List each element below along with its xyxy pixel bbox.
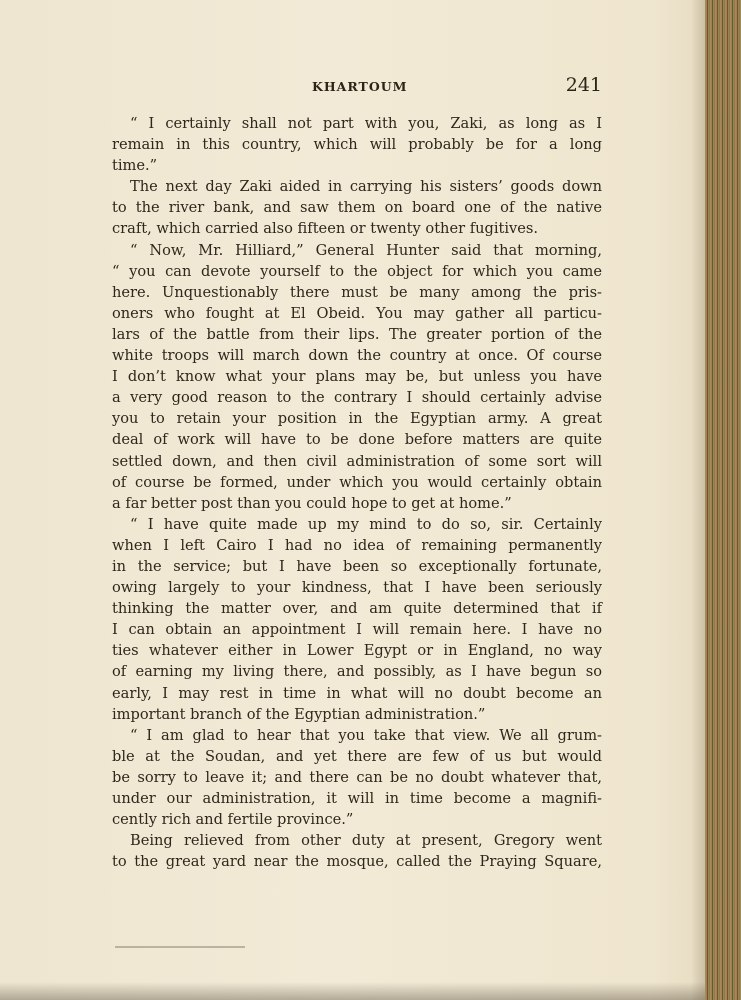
text-line: oners who fought at El Obeid. You may gather all particu- — [112, 304, 602, 322]
page-header — [112, 74, 602, 98]
page-number: 241 — [565, 74, 602, 96]
gutter-shadow — [691, 0, 705, 1000]
text-line: be sorry to leave it; and there can be no doubt whatever that, — [112, 768, 602, 786]
text-line: “ you can devote yourself to the object for which you came — [112, 262, 602, 280]
text-line: ble at the Soudan, and yet there are few of us but would — [112, 747, 602, 765]
text-line: of earning my living there, and possibly, as I have begun so — [112, 663, 602, 681]
text-line: The next day Zaki aided in carrying his sisters’ goods down — [130, 178, 602, 196]
running-head: KHARTOUM — [312, 79, 408, 94]
text-line: of course be formed, under which you would certainly obtain — [112, 473, 602, 491]
text-line: ties whatever either in Lower Egypt or in England, no way — [112, 642, 602, 660]
text-line: early, I may rest in time in what will no doubt become an — [112, 684, 602, 702]
text-line: “ I certainly shall not part with you, Zaki, as long as I — [130, 115, 602, 132]
text-line: “ Now, Mr. Hilliard,” General Hunter said that morning, — [130, 241, 602, 259]
text-line: when I left Cairo I had no idea of remaining permanently — [112, 536, 602, 554]
text-line: owing largely to your kindness, that I have been seriously — [112, 579, 602, 597]
text-line: I don’t know what your plans may be, but unless you have — [112, 368, 602, 386]
text-line: “ I have quite made up my mind to do so, sir. Certainly — [130, 515, 602, 533]
page-bottom-shadow — [0, 982, 705, 1000]
text-line: to the great yard near the mosque, called the Praying Square, — [112, 853, 602, 871]
text-line: you to retain your position in the Egyptian army. A great — [112, 410, 602, 428]
text-line: cently rich and fertile province.” — [112, 811, 354, 829]
book-edge — [705, 0, 741, 1000]
text-line: deal of work will have to be done before matters are quite — [112, 431, 602, 449]
scan-artifact-line — [115, 946, 245, 948]
text-line: remain in this country, which will probably be for a long — [112, 136, 602, 154]
text-line: I can obtain an appointment I will remain here. I have no — [112, 621, 602, 639]
text-line: to the river bank, and saw them on board one of the native — [112, 199, 602, 217]
text-line: in the service; but I have been so exceptionally fortunate, — [112, 557, 602, 575]
text-line: white troops will march down the country at once. Of course — [112, 347, 602, 365]
text-line: a very good reason to the contrary I should certainly advise — [112, 389, 602, 407]
text-line: time.” — [112, 157, 158, 175]
text-line: here. Unquestionably there must be many among the pris- — [112, 283, 602, 301]
text-line: important branch of the Egyptian administration.” — [112, 705, 486, 723]
text-line: settled down, and then civil administration of some sort will — [112, 452, 602, 470]
text-line: Being relieved from other duty at present, Gregory went — [130, 832, 602, 850]
text-line: “ I am glad to hear that you take that view. We all grum- — [130, 726, 602, 744]
text-line: thinking the matter over, and am quite determined that if — [112, 600, 602, 618]
text-line: a far better post than you could hope to get at home.” — [112, 494, 512, 512]
text-line: under our administration, it will in time become a magnifi- — [112, 790, 602, 807]
text-line: craft, which carried also fifteen or twenty other fugitives. — [112, 220, 539, 238]
text-line: lars of the battle from their lips. The greater portion of the — [112, 325, 602, 343]
body-text — [112, 113, 602, 872]
